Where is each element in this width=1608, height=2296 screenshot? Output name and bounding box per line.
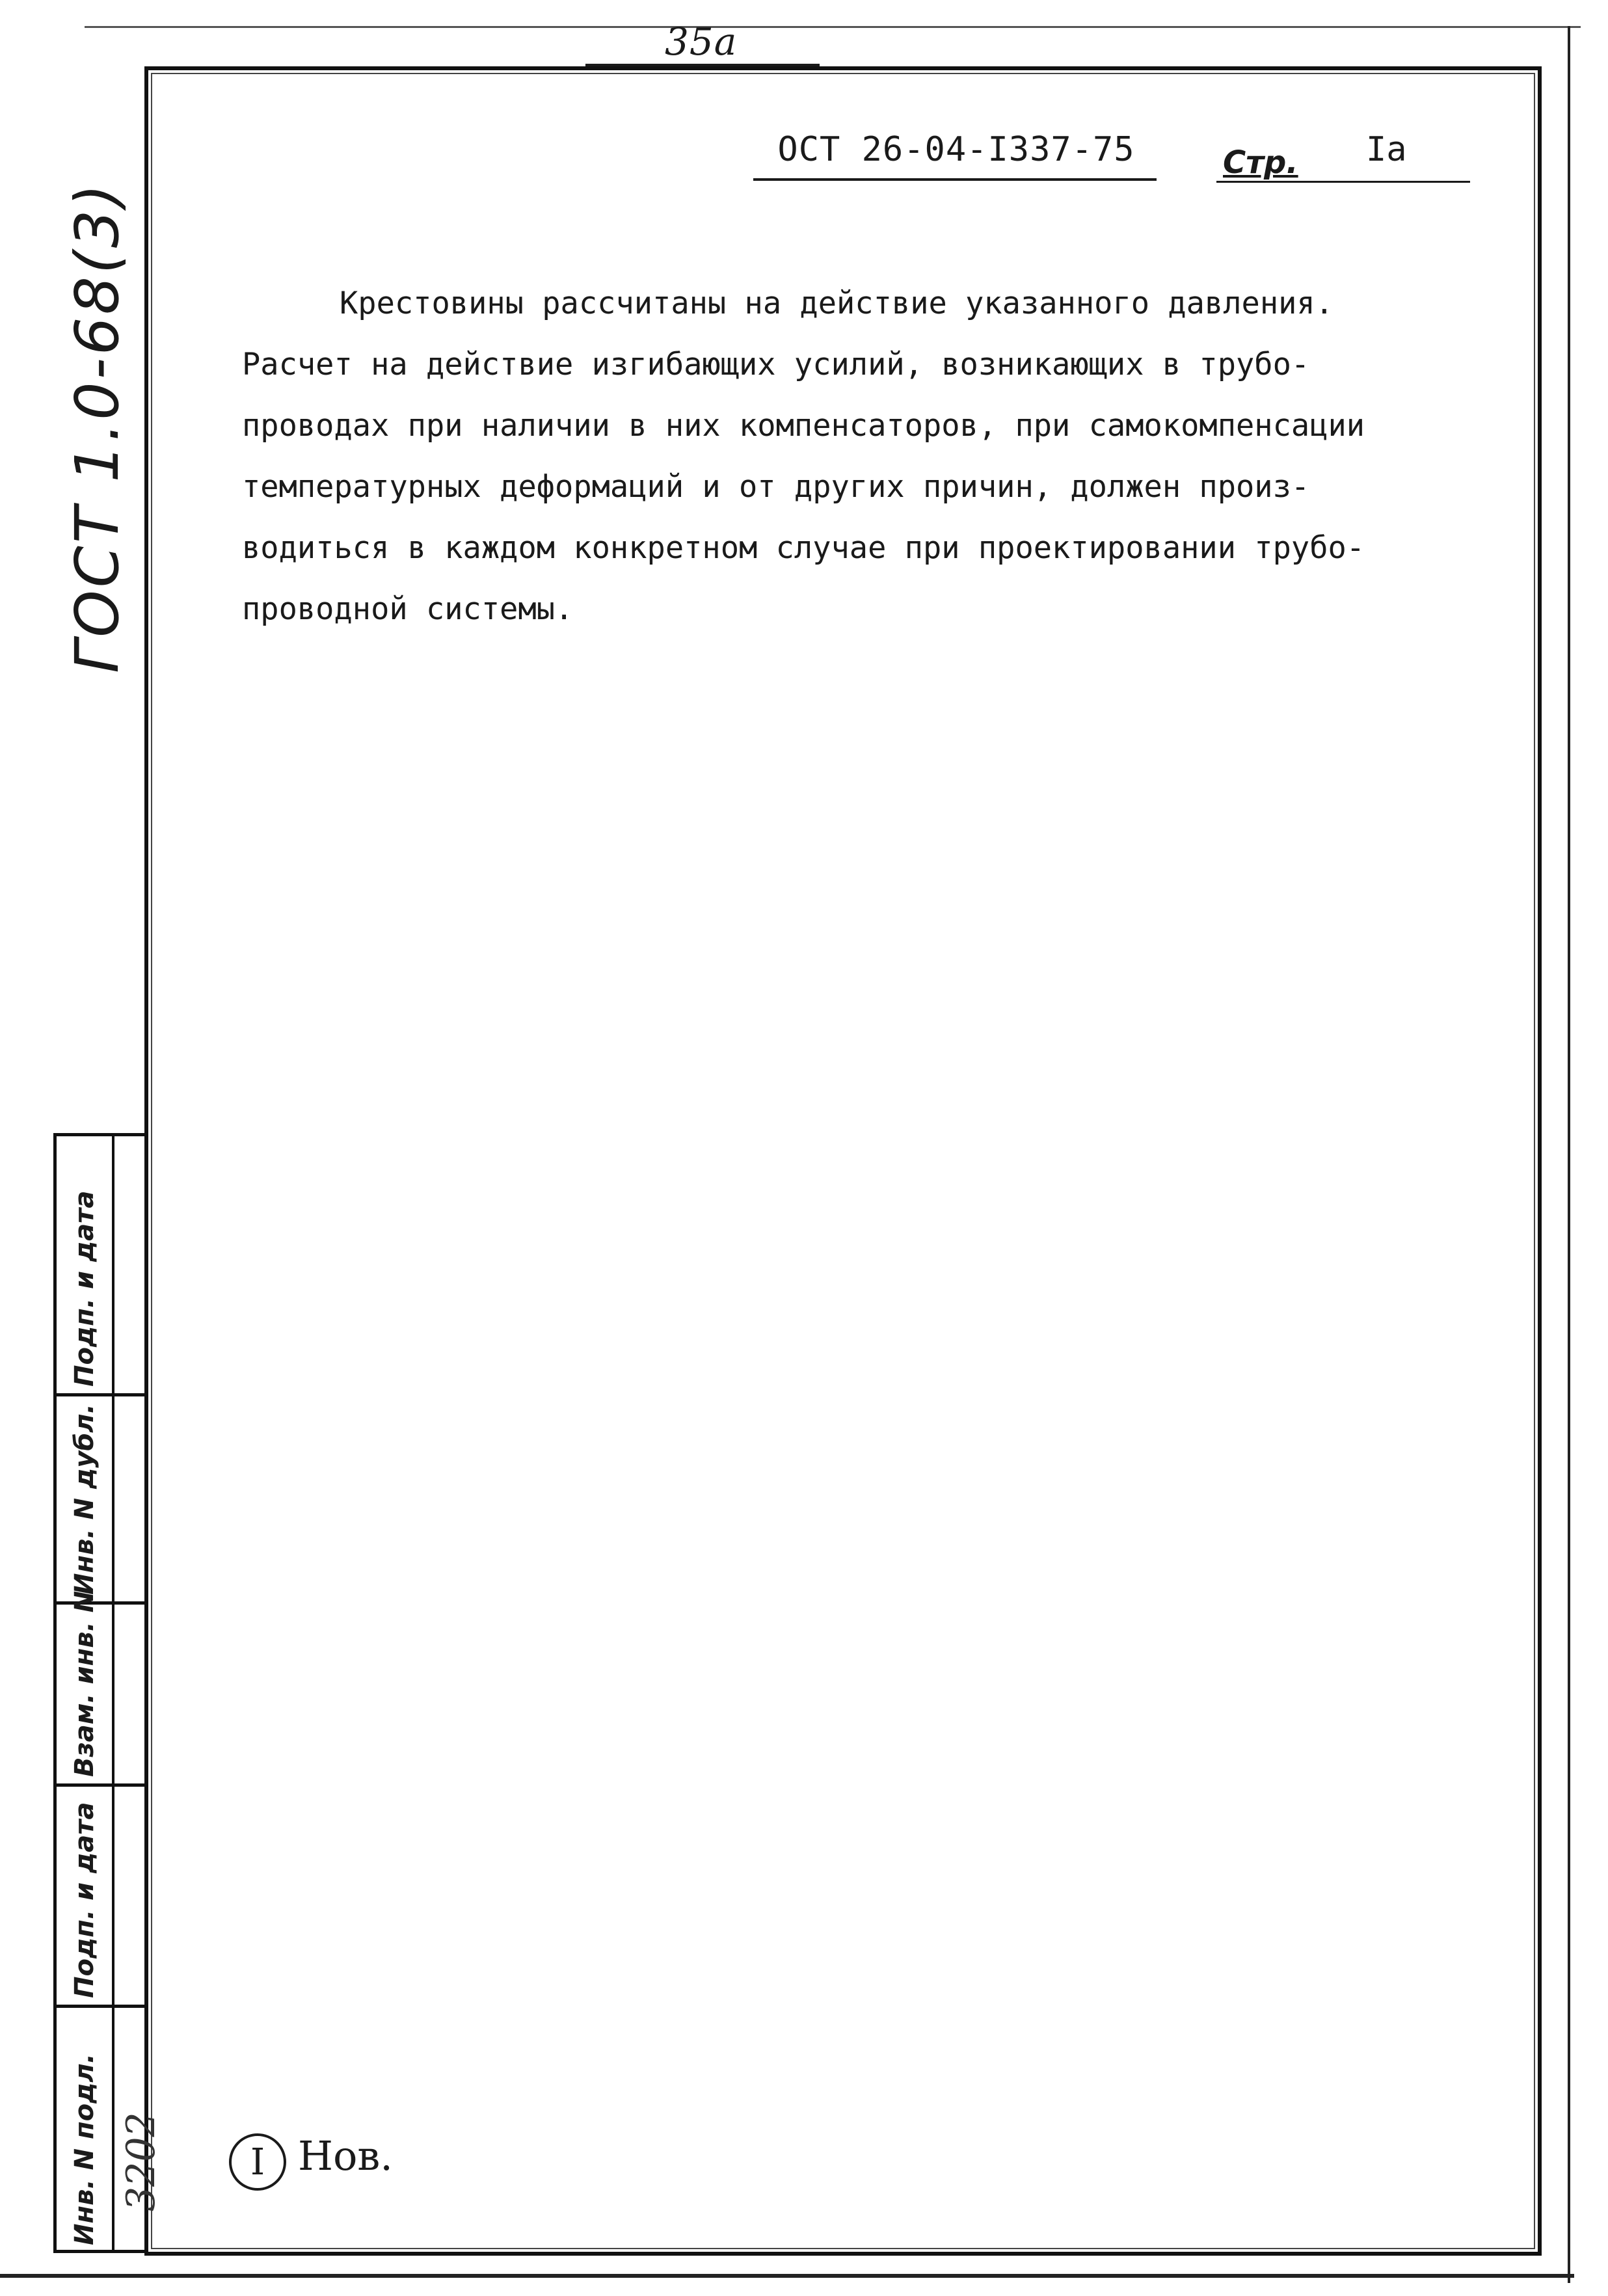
stamp-handwritten-number: 3202 <box>118 2112 164 2211</box>
stamp-row-divider <box>53 1783 147 1787</box>
stamp-label-replace-inv: Взам. инв. N <box>70 1590 100 1777</box>
body-line: проводной системы. <box>242 591 574 627</box>
body-line: проводах при наличии в них компенсаторов, при самокомпенсации <box>242 408 1365 444</box>
stamp-column-divider <box>112 1133 114 2253</box>
body-line: водиться в каждом конкретном случае при проектировании трубо- <box>242 530 1365 566</box>
stamp-label-dup-inv: Инв. N дубл. <box>70 1404 100 1595</box>
body-line: Крестовины рассчитаны на действие указанного давления. <box>340 286 1334 321</box>
revision-note: Нов. <box>298 2132 394 2180</box>
stamp-label-sign-date: Подп. и дата <box>70 1190 100 1387</box>
outer-bottom-border <box>0 2274 1574 2278</box>
outer-right-border <box>1568 26 1570 2283</box>
stamp-label-orig-inv: Инв. N подл. <box>70 2053 100 2245</box>
header-page-value: Iа <box>1366 130 1407 169</box>
stamp-label-sign-date-2: Подп. и дата <box>70 1802 100 1998</box>
header-page-underline <box>1216 181 1470 183</box>
top-rule <box>85 26 1581 28</box>
revision-circle: I <box>229 2133 286 2191</box>
header-page-label: Стр. <box>1223 144 1298 181</box>
header-doc-underline <box>753 178 1157 181</box>
stamp-row-divider <box>53 1393 147 1396</box>
header-doc-code: ОСТ 26-04-I337-75 <box>777 130 1135 169</box>
stamp-row-divider <box>53 2005 147 2008</box>
body-paragraph <box>242 273 1478 640</box>
page-number: 35а <box>665 20 738 64</box>
body-line: температурных деформаций и от других причин, должен произ- <box>242 469 1310 505</box>
body-line: Расчет на действие изгибающих усилий, возникающих в трубо- <box>242 347 1310 382</box>
side-standard-label: ГОСТ 1.0-68(3) <box>62 181 132 673</box>
